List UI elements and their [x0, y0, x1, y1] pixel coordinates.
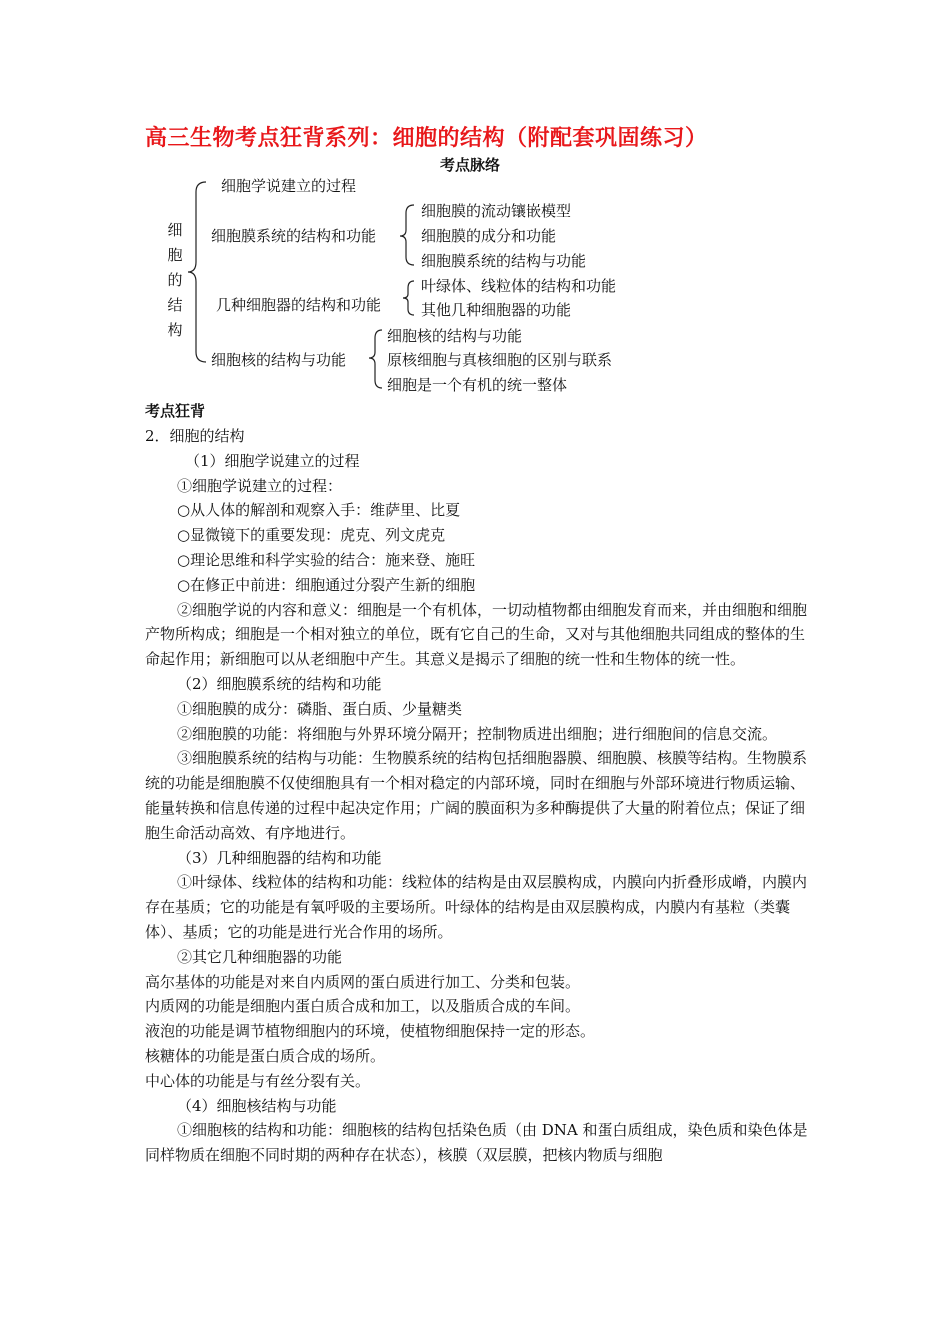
- paragraph: 液泡的功能是调节植物细胞内的环境，使植物细胞保持一定的形态。: [145, 1022, 596, 1041]
- paragraph: 中心体的功能是与有丝分裂有关。: [145, 1071, 371, 1090]
- outline-branch-4-item: 细胞是一个有机的统一整体: [387, 376, 568, 394]
- body-text: [145, 424, 813, 1168]
- paragraph: ○在修正中前进：细胞通过分裂产生新的细胞: [177, 575, 476, 594]
- outline-branch-3-item: 叶绿体、线粒体的结构和功能: [421, 277, 617, 295]
- paragraph: ③细胞膜系统的结构与功能：生物膜系统的结构包括细胞器膜、细胞膜、核膜等结构。生物膜系统的功能是细胞膜不仅使细胞具有一个相对稳定的内部环境，同时在细胞与外部环境进行物质运输、能量转换和信息传递的过程中起决定作用；广阔的膜面积为多种酶提供了大量的附着位点；保证了细胞生命活动高效、有序地进行。: [145, 749, 808, 842]
- paragraph: （2）细胞膜系统的结构和功能: [177, 674, 382, 693]
- outline-branch-4-item: 细胞核的结构与功能: [387, 327, 523, 345]
- root-char: 构: [167, 321, 183, 339]
- outline-branch-3-item: 其他几种细胞器的功能: [421, 301, 572, 319]
- outline-branch-2-item: 细胞膜的流动镶嵌模型: [421, 202, 572, 220]
- section-heading: 考点狂背: [145, 402, 206, 420]
- root-char: 的: [167, 271, 183, 289]
- paragraph: （3）几种细胞器的结构和功能: [177, 848, 382, 867]
- document-title: 高三生物考点狂背系列：细胞的结构（附配套巩固练习）: [145, 126, 708, 151]
- paragraph: 高尔基体的功能是对来自内质网的蛋白质进行加工、分类和包装。: [145, 972, 581, 991]
- paragraph: ○理论思维和科学实验的结合：施来登、施旺: [177, 550, 476, 569]
- root-brace: [188, 182, 206, 362]
- outline-branch-2-item: 细胞膜的成分和功能: [421, 227, 557, 245]
- paragraph: （1）细胞学说建立的过程: [185, 451, 360, 470]
- paragraph: ①细胞核的结构和功能：细胞核的结构包括染色质（由 DNA 和蛋白质组成，染色质和染色体是同样物质在细胞不同时期的两种存在状态），核膜（双层膜，把核内物质与细胞: [145, 1121, 808, 1165]
- outline-branch-2-item: 细胞膜系统的结构与功能: [421, 252, 587, 270]
- paragraph: 2．细胞的结构: [145, 427, 245, 445]
- outline-branch-4-item: 原核细胞与真核细胞的区别与联系: [387, 351, 613, 369]
- root-char: 结: [167, 296, 183, 314]
- branch3-brace: [403, 281, 414, 315]
- paragraph: ②细胞学说的内容和意义：细胞是一个有机体，一切动植物都由细胞发育而来，并由细胞和细胞产物所构成；细胞是一个相对独立的单位，既有它自己的生命，又对与其他细胞共同组成的整体的生命起作用；新细胞可以从老细胞中产生。其意义是揭示了细胞的统一性和生物体的统一性。: [145, 600, 808, 669]
- outline-branch-1: 细胞学说建立的过程: [221, 177, 357, 195]
- paragraph: ①叶绿体、线粒体的结构和功能：线粒体的结构是由双层膜构成，内膜向内折叠形成嵴，内膜内存在基质；它的功能是有氧呼吸的主要场所。叶绿体的结构是由双层膜构成，内膜内有基粒（类囊体）、基质；它的功能是进行光合作用的场所。: [145, 873, 808, 941]
- paragraph: 核糖体的功能是蛋白质合成的场所。: [145, 1046, 386, 1065]
- outline-branch-4: 细胞核的结构与功能: [211, 351, 347, 369]
- paragraph: 内质网的功能是细胞内蛋白质合成和加工，以及脂质合成的车间。: [145, 997, 581, 1016]
- branch4-brace: [369, 330, 382, 388]
- outline-branch-2: 细胞膜系统的结构和功能: [211, 227, 377, 245]
- paragraph: ②细胞膜的功能：将细胞与外界环境分隔开；控制物质进出细胞；进行细胞间的信息交流。: [177, 724, 778, 743]
- paragraph: ①细胞膜的成分：磷脂、蛋白质、少量糖类: [177, 699, 463, 718]
- paragraph: ○显微镜下的重要发现：虎克、列文虎克: [177, 526, 446, 545]
- outline-branch-3: 几种细胞器的结构和功能: [216, 296, 382, 314]
- paragraph: ○从人体的解剖和观察入手：维萨里、比夏: [177, 501, 461, 520]
- root-char: 胞: [167, 246, 183, 264]
- paragraph: ①细胞学说建立的过程：: [177, 476, 343, 495]
- root-char: 细: [167, 221, 183, 239]
- outline-heading: 考点脉络: [440, 156, 501, 174]
- branch2-brace: [400, 205, 414, 265]
- paragraph: （4）细胞核结构与功能: [177, 1096, 337, 1115]
- paragraph: ②其它几种细胞器的功能: [177, 947, 343, 966]
